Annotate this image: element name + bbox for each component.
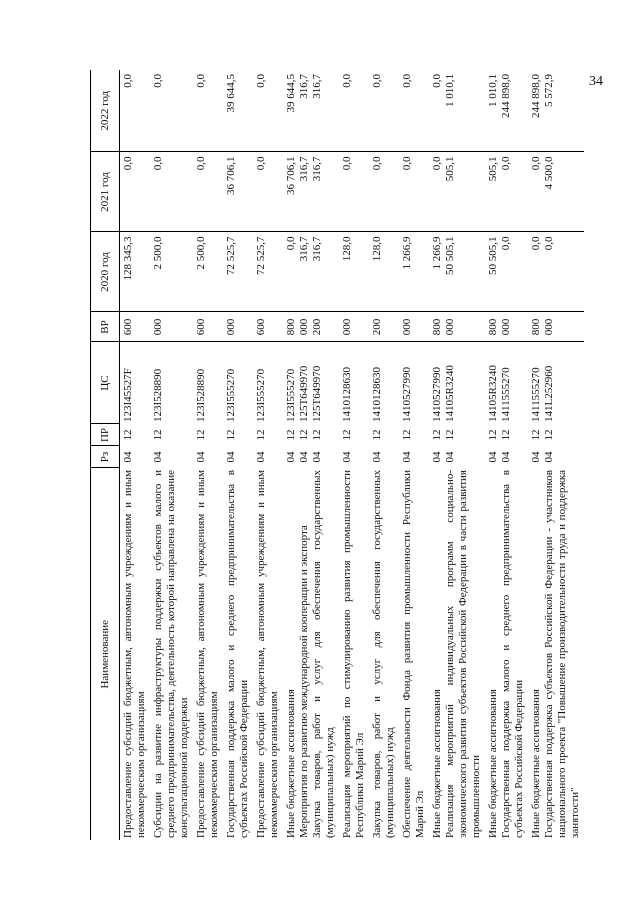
table-row <box>283 70 339 840</box>
table-cell-2020: 128 345,3 <box>120 232 151 312</box>
table-cell-vr: 000 <box>223 312 253 342</box>
budget-table-rotated <box>90 70 581 840</box>
table-cell-rz: 04 <box>122 451 134 463</box>
page-number: 34 <box>589 74 603 89</box>
budget-table <box>90 70 584 840</box>
table-cell-cs: 1410527990 <box>401 367 413 422</box>
table-cell-pr: 12 12 12 <box>285 429 323 441</box>
table-cell-pr: 12 <box>152 429 164 441</box>
table-cell-cs: 123I45527F <box>122 368 134 422</box>
table-row <box>193 70 223 840</box>
table-cell-2020: 128,0 <box>339 232 369 312</box>
table-cell-cs: 1411555270 141L252960 <box>530 365 555 422</box>
table-cell-name: Иные бюджетные ассигнования Государственная поддержка малого и среднего предпринимательства в субъектах Российской Федерации <box>487 470 525 838</box>
table-cell-cs: 123I528890 <box>195 368 207 422</box>
table-row <box>485 70 528 840</box>
table-cell-2022: 0,0 <box>369 70 399 152</box>
table-cell-2021: 0,0 <box>120 152 151 232</box>
table-cell-name: Иные бюджетные ассигнования Государственная поддержка субъектов Российской Федерации - участников национального проекта "Повышение производительности труда и поддержка занятости" <box>530 470 581 838</box>
table-cell-cs: 123I528890 <box>152 368 164 422</box>
table-cell-pr: 12 <box>255 429 267 441</box>
table-cell-2020: 0,0 0,0 <box>528 232 584 312</box>
table-cell-2020: 0,0 316,7 316,7 <box>283 232 339 312</box>
table-cell-2021: 0,0 <box>253 152 283 232</box>
table-cell-cs: 1410527990 14105R3240 <box>431 365 456 422</box>
table-row <box>339 70 369 840</box>
table-cell-2021: 505,1 0,0 <box>485 152 528 232</box>
table-cell-name: Обеспечение деятельности Фонда развития промышленности Республики Марий Эл <box>401 470 426 838</box>
table-cell-2020: 2 500,0 <box>150 232 193 312</box>
table-cell-vr: 000 <box>150 312 193 342</box>
table-cell-2022: 0,0 <box>193 70 223 152</box>
table-cell-cs: 14105R3240 1411555270 <box>487 365 512 422</box>
table-cell-2020: 72 525,7 <box>223 232 253 312</box>
table-cell-vr: 800 000 <box>485 312 528 342</box>
table-cell-pr: 12 <box>371 429 383 441</box>
table-cell-vr: 600 <box>193 312 223 342</box>
header-2022: 2022 год <box>91 70 120 152</box>
table-cell-2020: 128,0 <box>369 232 399 312</box>
table-cell-vr: 600 <box>120 312 151 342</box>
table-cell-2022: 0,0 <box>150 70 193 152</box>
table-row <box>150 70 193 840</box>
table-cell-name: Предоставление субсидий бюджетным, автономным учреждениям и иным некоммерческим организациям <box>122 470 147 838</box>
table-cell-rz: 04 <box>341 451 353 463</box>
table-row <box>369 70 399 840</box>
table-cell-pr: 12 <box>401 429 413 441</box>
table-cell-2020: 72 525,7 <box>253 232 283 312</box>
table-cell-vr: 800 000 <box>528 312 584 342</box>
table-cell-pr: 12 <box>225 429 237 441</box>
header-rz: Рз <box>91 446 120 468</box>
table-cell-2021: 36 706,1 316,7 316,7 <box>283 152 339 232</box>
table-cell-pr: 12 <box>122 429 134 441</box>
header-2021: 2021 год <box>91 152 120 232</box>
table-cell-pr: 12 12 <box>487 429 512 441</box>
table-cell-2022: 0,0 <box>339 70 369 152</box>
table-cell-rz: 04 <box>401 451 413 463</box>
table-cell-2021: 0,0 505,1 <box>429 152 485 232</box>
table-cell-2021: 0,0 <box>369 152 399 232</box>
table-cell-2022: 0,0 <box>120 70 151 152</box>
table-row <box>223 70 253 840</box>
header-cs: ЦС <box>91 342 120 424</box>
table-cell-name: Закупка товаров, работ и услуг для обеспечения государственных (муниципальных) нужд <box>371 470 396 838</box>
table-cell-2022: 244 898,0 5 572,9 <box>528 70 584 152</box>
table-cell-vr: 000 <box>339 312 369 342</box>
table-cell-name: Иные бюджетные ассигнования Реализация мероприятий индивидуальных программ социально-экономического развития субъектов Российской Федерации в части развития промышленности <box>431 470 482 838</box>
header-pr: ПР <box>91 424 120 446</box>
table-cell-rz: 04 <box>195 451 207 463</box>
table-cell-2022: 1 010,1 244 898,0 <box>485 70 528 152</box>
header-name: Наименование <box>91 468 120 840</box>
table-cell-vr: 600 <box>253 312 283 342</box>
table-cell-name: Государственная поддержка малого и среднего предпринимательства в субъектах Российской Федерации <box>225 470 250 838</box>
table-cell-2022: 0,0 <box>399 70 429 152</box>
table-row <box>399 70 429 840</box>
table-cell-name: Реализация мероприятий по стимулированию развития промышленности Республики Марий Эл <box>341 470 366 838</box>
table-cell-rz: 04 <box>152 451 164 463</box>
table-cell-2022: 39 644,5 316,7 316,7 <box>283 70 339 152</box>
table-cell-2021: 0,0 4 500,0 <box>528 152 584 232</box>
table-cell-name: Иные бюджетные ассигнования Мероприятия по развитию международной кооперации и экспорта Закупка товаров, работ и услуг для обеспечения государственных (муниципальных) нужд <box>285 470 336 838</box>
table-cell-name: Предоставление субсидий бюджетным, автономным учреждениям и иным некоммерческим организациям <box>195 470 220 838</box>
table-cell-cs: 1410128630 <box>371 367 383 422</box>
table-cell-name: Предоставление субсидий бюджетным, автономным учреждениям и иным некоммерческим организациям <box>255 470 280 838</box>
table-cell-pr: 12 12 <box>530 429 555 441</box>
table-cell-pr: 12 <box>341 429 353 441</box>
table-cell-vr: 000 <box>399 312 429 342</box>
table-cell-2021: 36 706,1 <box>223 152 253 232</box>
table-cell-cs: 123I555270 <box>255 368 267 422</box>
table-cell-rz: 04 <box>371 451 383 463</box>
table-cell-rz: 04 04 <box>431 451 456 463</box>
table-cell-cs: 123I555270 125T649970 125T649970 <box>285 365 323 422</box>
table-cell-rz: 04 04 <box>530 451 555 463</box>
table-cell-2021: 0,0 <box>399 152 429 232</box>
table-cell-cs: 123I555270 <box>225 368 237 422</box>
table-row <box>429 70 485 840</box>
header-vr: ВР <box>91 312 120 342</box>
table-cell-vr: 800 000 <box>429 312 485 342</box>
table-cell-rz: 04 04 <box>487 451 512 463</box>
table-cell-2021: 0,0 <box>150 152 193 232</box>
table-cell-rz: 04 <box>255 451 267 463</box>
table-cell-rz: 04 <box>225 451 237 463</box>
table-cell-2020: 1 266,9 <box>399 232 429 312</box>
table-cell-2021: 0,0 <box>339 152 369 232</box>
table-row <box>253 70 283 840</box>
table-cell-2022: 0,0 1 010,1 <box>429 70 485 152</box>
table-cell-2020: 50 505,1 0,0 <box>485 232 528 312</box>
table-cell-2022: 39 644,5 <box>223 70 253 152</box>
table-cell-pr: 12 12 <box>431 429 456 441</box>
table-cell-name: Субсидии на развитие инфраструктуры поддержки субъектов малого и среднего предпринимательства, деятельность которой направлена на оказание консультационной поддержки <box>152 470 190 838</box>
table-cell-vr: 200 <box>369 312 399 342</box>
table-cell-2020: 2 500,0 <box>193 232 223 312</box>
table-cell-2022: 0,0 <box>253 70 283 152</box>
table-cell-vr: 800 000 200 <box>283 312 339 342</box>
table-header-row <box>91 70 120 840</box>
table-cell-2021: 0,0 <box>193 152 223 232</box>
table-row <box>120 70 151 840</box>
table-cell-cs: 1410128630 <box>341 367 353 422</box>
table-row <box>528 70 584 840</box>
table-cell-2020: 1 266,9 50 505,1 <box>429 232 485 312</box>
table-cell-pr: 12 <box>195 429 207 441</box>
header-2020: 2020 год <box>91 232 120 312</box>
table-cell-rz: 04 04 04 <box>285 451 323 463</box>
